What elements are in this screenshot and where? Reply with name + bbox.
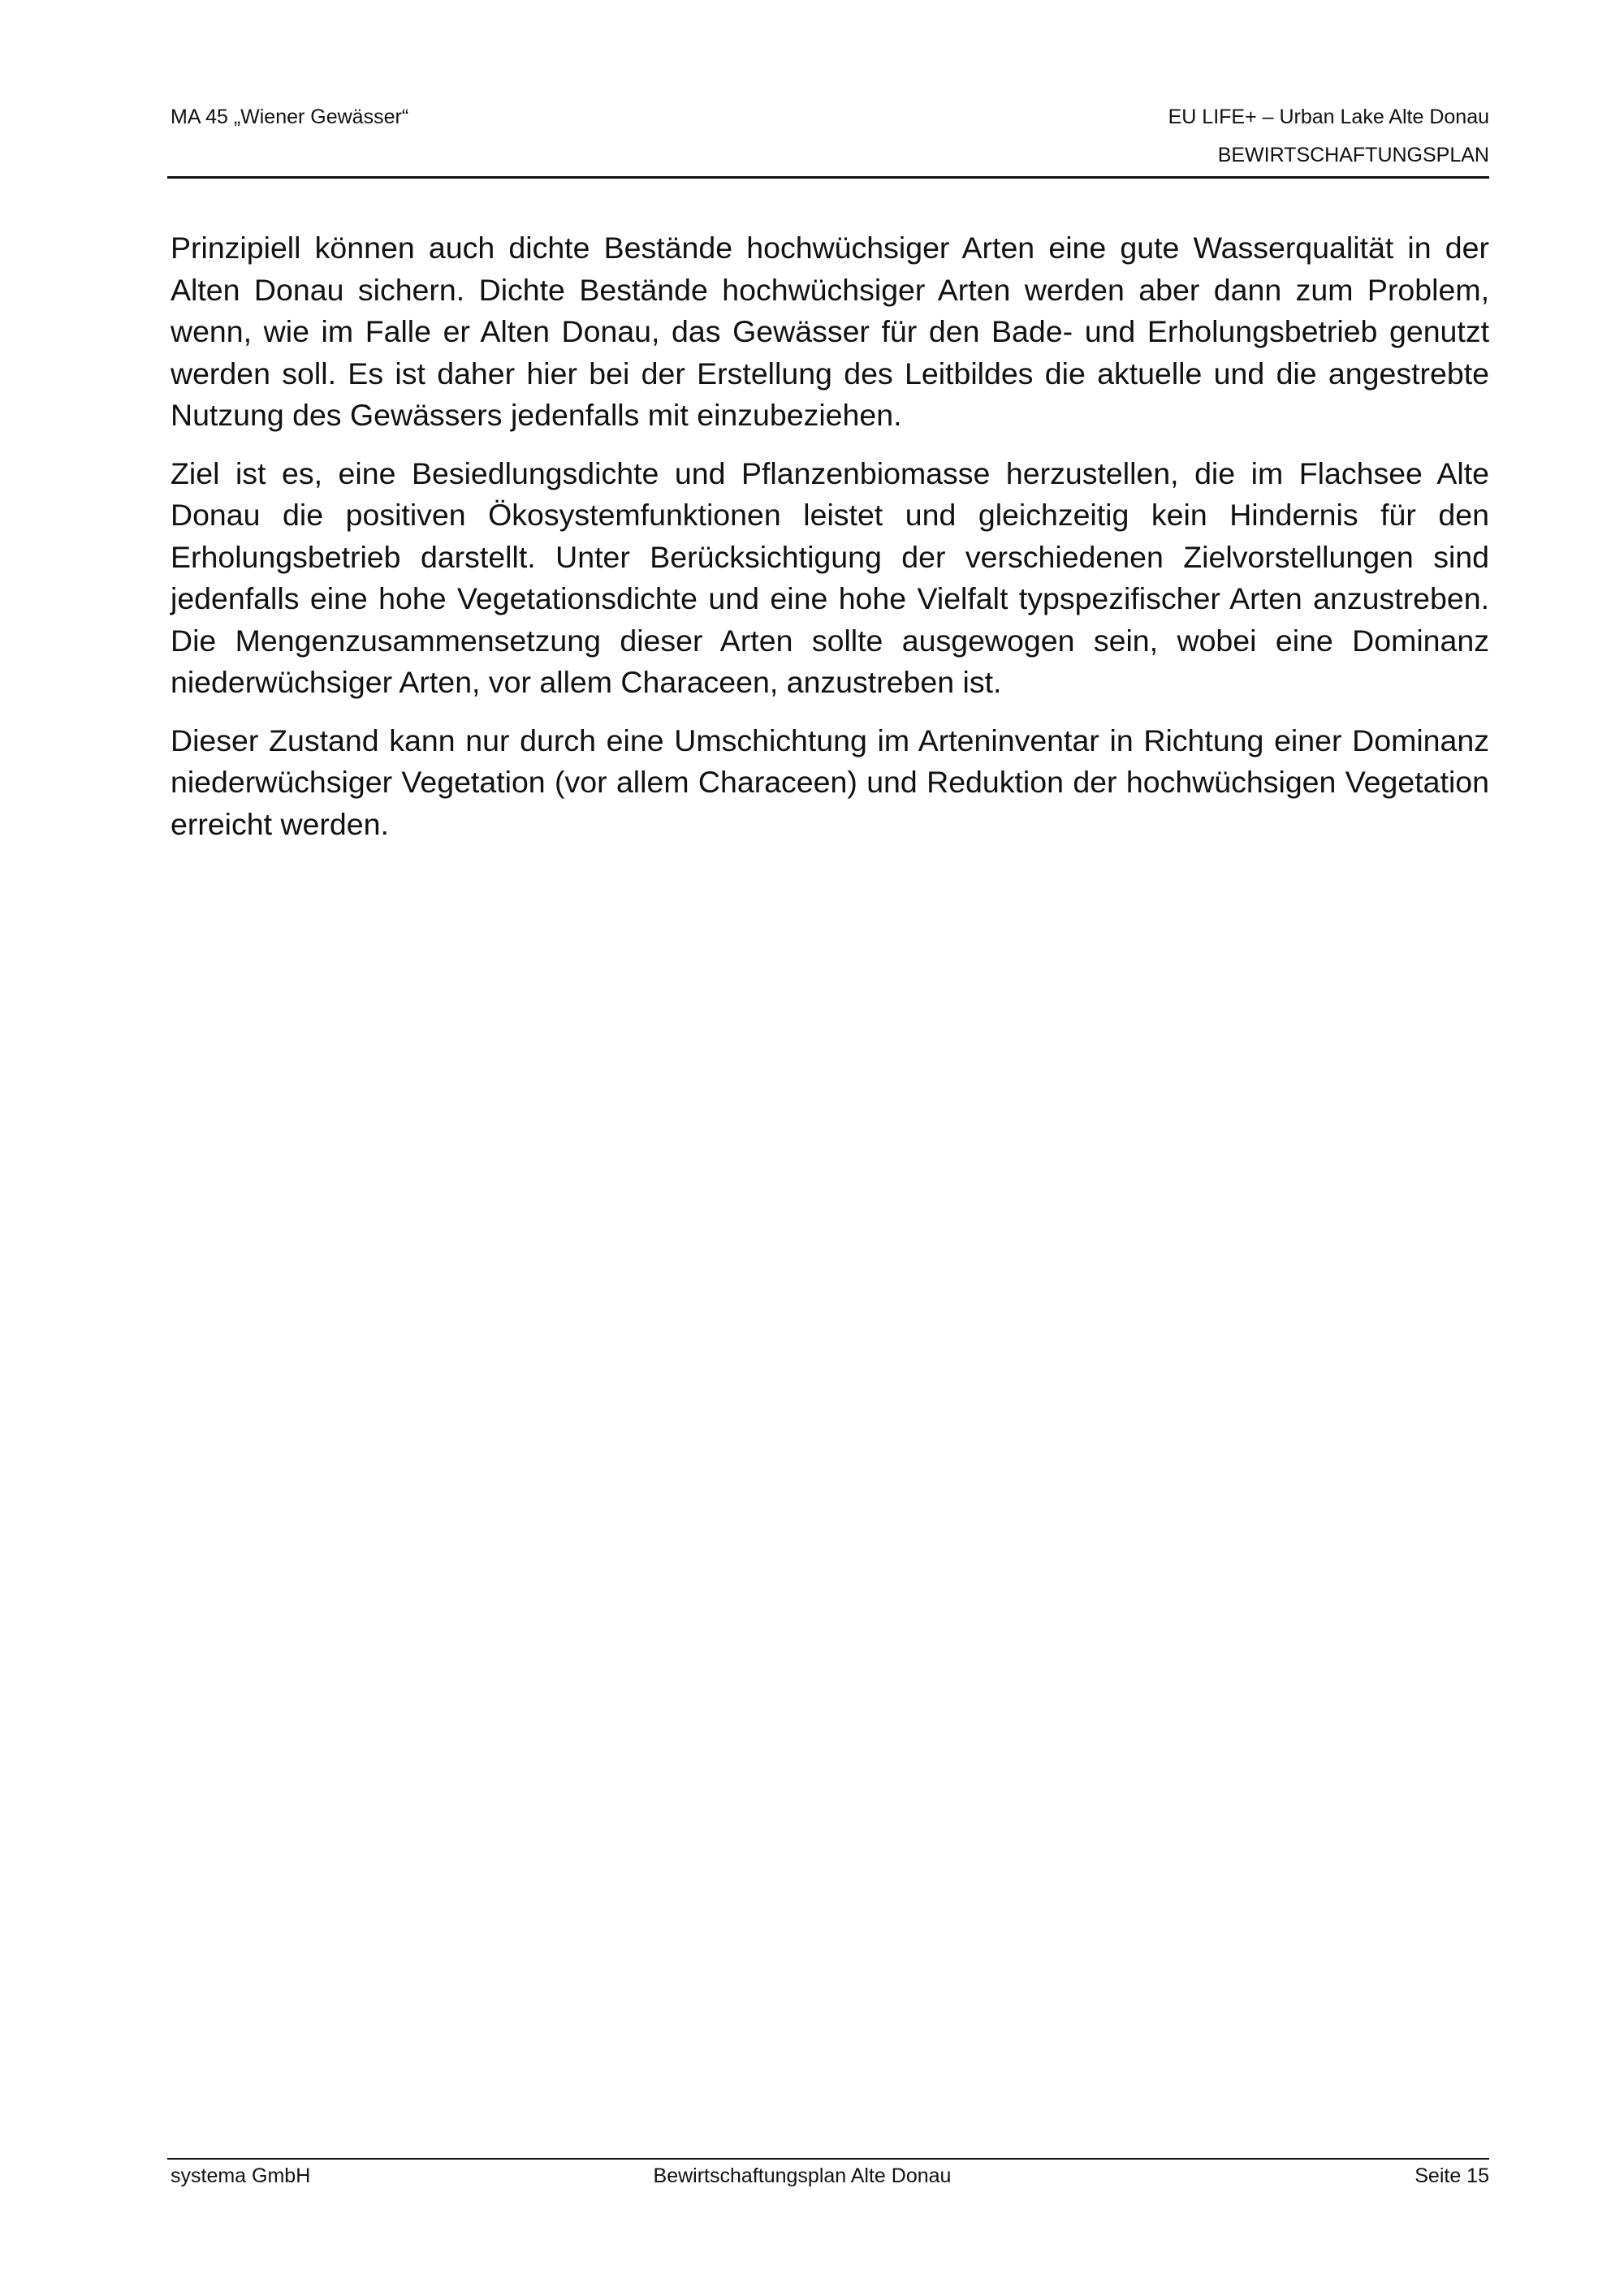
- header-document-type: BEWIRTSCHAFTUNGSPLAN: [1217, 144, 1489, 166]
- header-organization: MA 45 „Wiener Gewässer“: [171, 106, 409, 128]
- footer-document-title: Bewirtschaftungsplan Alte Donau: [653, 2164, 952, 2187]
- header-project: [1168, 104, 1489, 168]
- footer-company: systema GmbH: [171, 2164, 311, 2187]
- header-divider: [167, 176, 1489, 179]
- footer-divider: [167, 2158, 1489, 2160]
- paragraph-1: Prinzipiell können auch dichte Bestände hochwüchsiger Arten eine gute Wasserqualität in der Alten Donau sichern. Dichte Bestände hochwüchsiger Arten werden aber dann zum Problem, wenn, wie im Falle er Alten Donau, das Gewässer für den Bade- und Erholungsbetrieb genutzt werden soll. Es ist daher hier bei der Erstellung des Leitbildes die aktuelle und die angestrebte Nutzung des Gewässers jedenfalls mit einzubeziehen.: [171, 231, 1489, 432]
- document-body: [171, 227, 1489, 861]
- paragraph-3: Dieser Zustand kann nur durch eine Umschichtung im Arteninventar in Richtung einer Dominanz niederwüchsiger Vegetation (vor allem Characeen) und Reduktion der hochwüchsigen Vegetation erreicht werden.: [171, 723, 1489, 841]
- page-number: Seite 15: [1415, 2164, 1489, 2187]
- header-project-title: EU LIFE+ – Urban Lake Alte Donau: [1168, 106, 1489, 128]
- paragraph-2: Ziel ist es, eine Besiedlungsdichte und Pflanzenbiomasse herzustellen, die im Flachsee Alte Donau die positiven Ökosystemfunktionen leistet und gleichzeitig kein Hindernis für den Erholungsbetrieb darstellt. Unter Berücksichtigung der verschiedenen Zielvorstellungen sind jedenfalls eine hohe Vegetationsdichte und eine hohe Vielfalt typspezifischer Arten anzustreben. Die Mengenzusammensetzung dieser Arten sollte ausgewogen sein, wobei eine Dominanz niederwüchsiger Arten, vor allem Characeen, anzustreben ist.: [171, 455, 1489, 699]
